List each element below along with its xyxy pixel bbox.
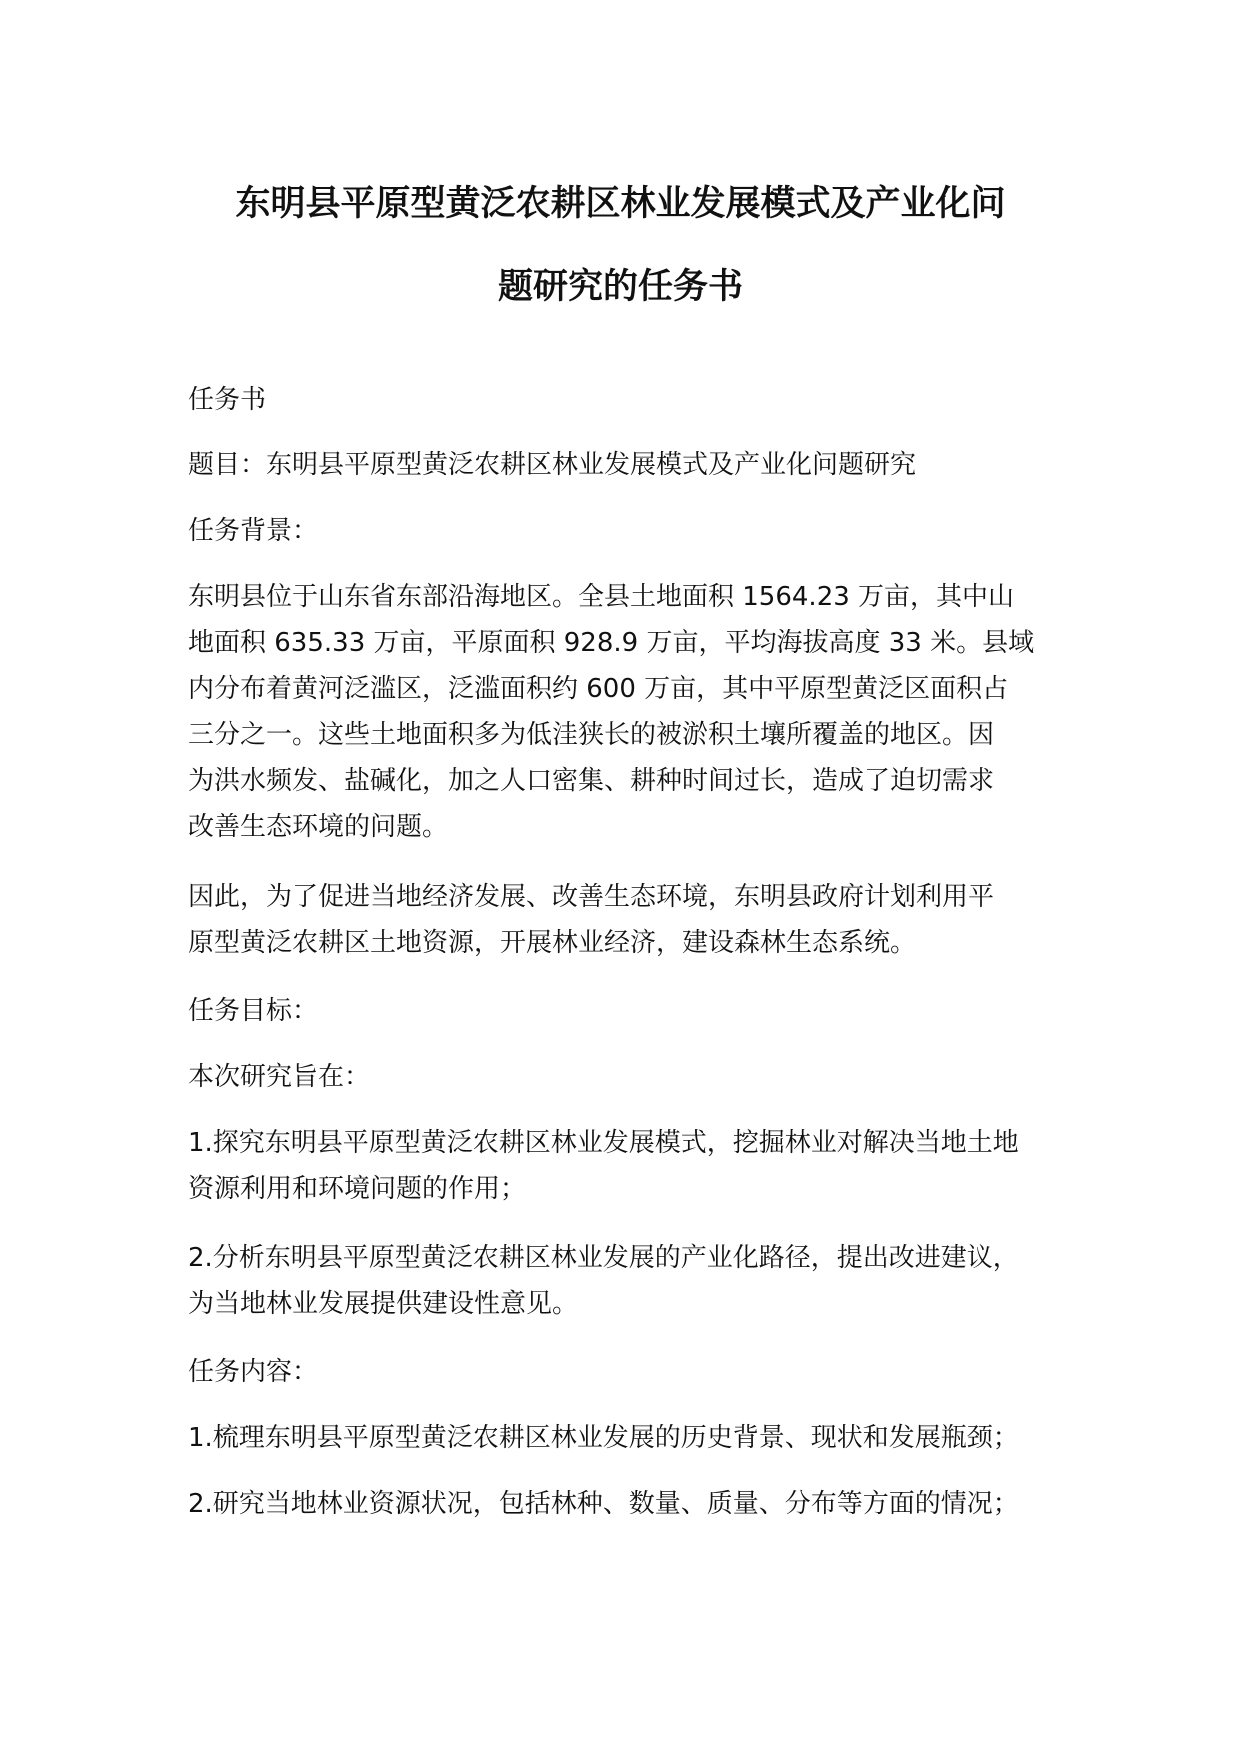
paragraph-line: 2.研究当地林业资源状况，包括林种、数量、质量、分布等方面的情况； — [188, 1489, 1019, 1519]
document-title-line-1: 东明县平原型黄泛农耕区林业发展模式及产业化问 — [235, 184, 1006, 224]
paragraph-line: 任务内容： — [188, 1357, 319, 1387]
paragraph-line: 因此，为了促进当地经济发展、改善生态环境，东明县政府计划利用平 — [188, 882, 995, 912]
paragraph-line: 地面积 635.33 万亩，平原面积 928.9 万亩，平均海拔高度 33 米。县域 — [188, 628, 1035, 658]
paragraph-line: 任务目标： — [188, 996, 319, 1026]
list-item-content-1 — [188, 1415, 1088, 1461]
paragraph-line: 改善生态环境的问题。 — [188, 812, 449, 842]
paragraph-line: 2.分析东明县平原型黄泛农耕区林业发展的产业化路径，提出改进建议， — [188, 1243, 1019, 1273]
paragraph-line: 题目：东明县平原型黄泛农耕区林业发展模式及产业化问题研究 — [188, 450, 917, 480]
paragraph-purpose — [188, 874, 1088, 966]
paragraph-line: 资源利用和环境问题的作用； — [188, 1174, 527, 1204]
paragraph-line: 为当地林业发展提供建设性意见。 — [188, 1289, 579, 1319]
paragraph-line: 任务书 — [188, 385, 267, 415]
paragraph-line: 1.梳理东明县平原型黄泛农耕区林业发展的历史背景、现状和发展瓶颈； — [188, 1423, 1019, 1453]
paragraph-line: 内分布着黄河泛滥区，泛滥面积约 600 万亩，其中平原型黄泛区面积占 — [188, 674, 1009, 704]
list-item-content-2 — [188, 1481, 1088, 1527]
list-item-goal-1 — [188, 1120, 1088, 1212]
paragraph-line: 本次研究旨在： — [188, 1062, 371, 1092]
heading-goals — [188, 988, 1088, 1034]
paragraph-line: 为洪水频发、盐碱化，加之人口密集、耕种时间过长，造成了迫切需求 — [188, 766, 995, 796]
document-title-line-2: 题研究的任务书 — [497, 267, 743, 307]
paragraph-line: 1.探究东明县平原型黄泛农耕区林业发展模式，挖掘林业对解决当地土地 — [188, 1128, 1019, 1158]
paragraph-background — [188, 574, 1088, 850]
paragraph-line: 任务背景： — [188, 516, 319, 546]
paragraph-line: 原型黄泛农耕区土地资源，开展林业经济，建设森林生态系统。 — [188, 928, 917, 958]
heading-background — [188, 508, 1088, 554]
paragraph-doc-type — [188, 377, 1088, 423]
heading-content — [188, 1349, 1088, 1395]
paragraph-goals-intro — [188, 1054, 1088, 1100]
paragraph-line: 东明县位于山东省东部沿海地区。全县土地面积 1564.23 万亩，其中山 — [188, 582, 1015, 612]
list-item-goal-2 — [188, 1235, 1088, 1327]
paragraph-line: 三分之一。这些土地面积多为低洼狭长的被淤积土壤所覆盖的地区。因 — [188, 720, 995, 750]
paragraph-topic — [188, 442, 1088, 488]
